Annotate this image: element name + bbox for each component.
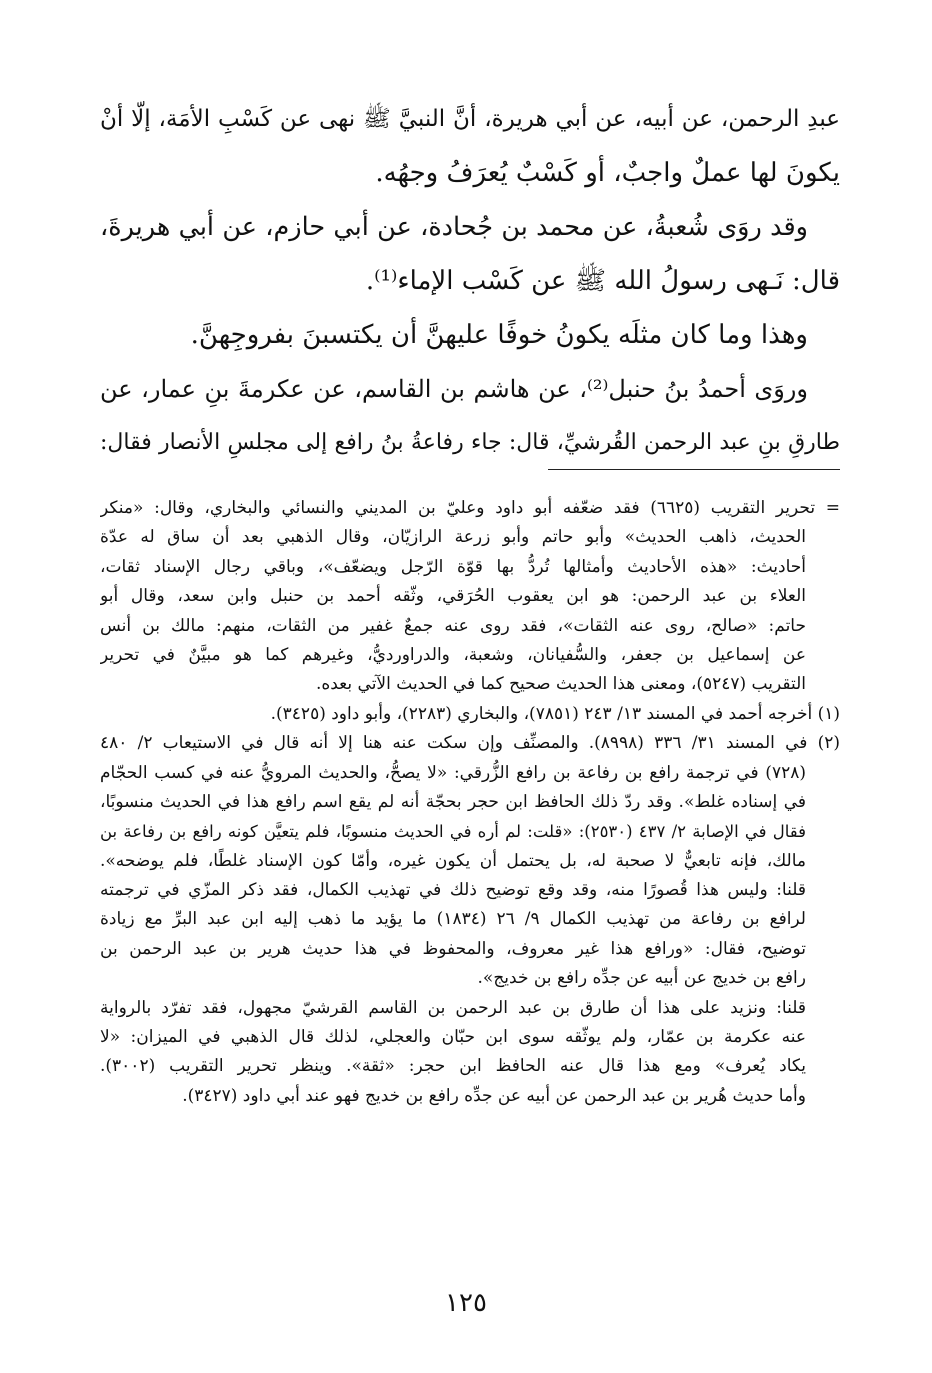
footnote-line: في إسناده غلط». وقد ردّ ذلك الحافظ ابن حجر بحجّة أنه لم يقع اسم رافع هذا في الحديث منسوبًا، xyxy=(100,791,806,812)
footnote-line: (٧٢٨) في ترجمة رافع بن رفاعة بن رافع الزُّرقي: «لا يصحُّ، والحديث المرويُّ عنه في كسب الحجّام xyxy=(100,762,806,783)
main-line: وقد روَى شُعبةُ، عن محمد بن جُحادة، عن أبي حازم، عن أبي هريرةَ، xyxy=(100,212,808,242)
footnote-line: توضيح، فقال: «ورافع هذا غير معروف، والمحفوظ في هذا حديث هرير بن عبد الرحمن بن xyxy=(100,938,806,959)
footnotes-block xyxy=(100,494,840,1111)
main-line: يكونَ لها عملٌ واجبٌ، أو كَسْبٌ يُعرَفُ وجهُه. xyxy=(375,158,840,188)
footnote-line: مالك، فإنه تابعيٌّ لا صحبة له، بل يحتمل أن يكون غيره، وأمّا كون الإسناد غلطًا، فلم يوضحه». xyxy=(100,850,806,871)
footnote-line: قلنا: ونزيد على هذا أن طارق بن عبد الرحمن بن القاسم القرشيّ مجهول، فقد تفرّد بالرواية xyxy=(100,997,806,1018)
footnote-line: أحاديث: «هذه الأحاديث وأمثالها تُردُّ بها قوّة الرّجل ويضعّف»، وباقي رجال الإسناد ثقات، xyxy=(100,556,806,577)
main-line: وروَى أحمدُ بنُ حنبل⁽²⁾، عن هاشم بن القاسم، عن عكرمةَ بنِ عمار، عن xyxy=(100,375,808,403)
footnote-divider xyxy=(548,469,840,470)
footnote-line: حاتم: «صالح، روى عنه الثقات»، فقد روى عنه جمعٌ غفير من الثقات، منهم: مالك بن أنس xyxy=(100,615,806,636)
footnote-line: فقال في الإصابة ٢/ ٤٣٧ (٢٥٣٠): «قلت: لم أره في الحديث منسوبًا، فلم يتعيَّن كونه رافع بن رفاعة بن xyxy=(100,822,806,842)
main-line: وهذا وما كان مثلَه يكونُ خوفًا عليهنَّ أن يكتسبنَ بفروجِهنَّ. xyxy=(190,320,808,350)
footnote-line: عنه عكرمة بن عمّار، ولم يوثّقه سوى ابن حبّان والعجلي، لذلك قال الذهبي في الميزان: «لا xyxy=(100,1027,806,1048)
footnote-line: عن إسماعيل بن جعفر، والسُّفيانان، وشعبة، والدراورديُّ، وغيرهم كما هو مبيَّنٌ في تحرير xyxy=(100,644,806,665)
main-text-block xyxy=(100,92,840,470)
footnote-line: الحديث، ذاهب الحديث» وأبو حاتم وأبو زرعة الرازيّان، وقال الذهبي بعد أن ساق له عدّة xyxy=(100,527,806,548)
footnote-line: قلنا: وليس هذا قُصورًا منه، وقد وقع توضيح ذلك في تهذيب الكمال، فقد ذكر المزّي في ترجمته xyxy=(100,880,806,901)
main-line: قال: نَـهى رسولُ الله ﷺ عن كَسْب الإماء⁽¹⁾. xyxy=(365,266,840,296)
footnote-line: = تحرير التقريب (٦٦٢٥) فقد ضعّفه أبو داود وعليّ بن المديني والنسائي والبخاري، وقال: «منكر xyxy=(100,498,840,518)
footnote-line: وأما حديث هُرير بن عبد الرحمن عن أبيه عن جدِّه رافع بن خديج فهو عند أبي داود (٣٤٢٧). xyxy=(182,1085,806,1106)
footnote-line: العلاء بن عبد الرحمن: هو ابن يعقوب الحُرَقي، وثّقه أحمد بن حنبل وابن سعد، وقال أبو xyxy=(100,586,806,607)
page-number: ١٢٥ xyxy=(445,1288,487,1318)
main-line: عبدِ الرحمن، عن أبيه، عن أبي هريرة، أنَّ النبيَّ ﷺ نهى عن كَسْبِ الأمَة، إلّا أنْ xyxy=(100,106,840,132)
footnote-line: (٢) في المسند ٣١/ ٣٣٦ (٨٩٩٨). والمصنِّف وإن سكت عنه هنا إلا أنه قال في الاستيعاب ٢/ ٤٨٠ xyxy=(100,733,840,754)
footnote-line: رافع بن خديج عن أبيه عن جدِّه رافع بن خديج». xyxy=(477,968,806,989)
footnote-line: التقريب (٥٢٤٧)، ومعنى هذا الحديث صحيح كما في الحديث الآتي بعده. xyxy=(315,674,806,695)
footnote-line: يكاد يُعرف» ومع هذا قال عنه الحافظ ابن حجر: «ثقة». وينظر تحرير التقريب (٣٠٠٢). xyxy=(100,1056,806,1077)
main-line: طارقِ بنِ عبد الرحمن القُرشيِّ، قال: جاء رفاعةُ بنُ رافع إلى مجلسِ الأنصار فقال: xyxy=(100,430,840,455)
footnote-line: لرافع بن رفاعة من تهذيب الكمال ٩/ ٢٦ (١٨٣٤) ما يؤيد ما ذهب إليه ابن عبد البرِّ مع زيادة xyxy=(100,909,806,930)
footnote-line: (١) أخرجه أحمد في المسند ١٣/ ٢٤٣ (٧٨٥١)، والبخاري (٢٢٨٣)، وأبو داود (٣٤٢٥). xyxy=(270,703,840,724)
